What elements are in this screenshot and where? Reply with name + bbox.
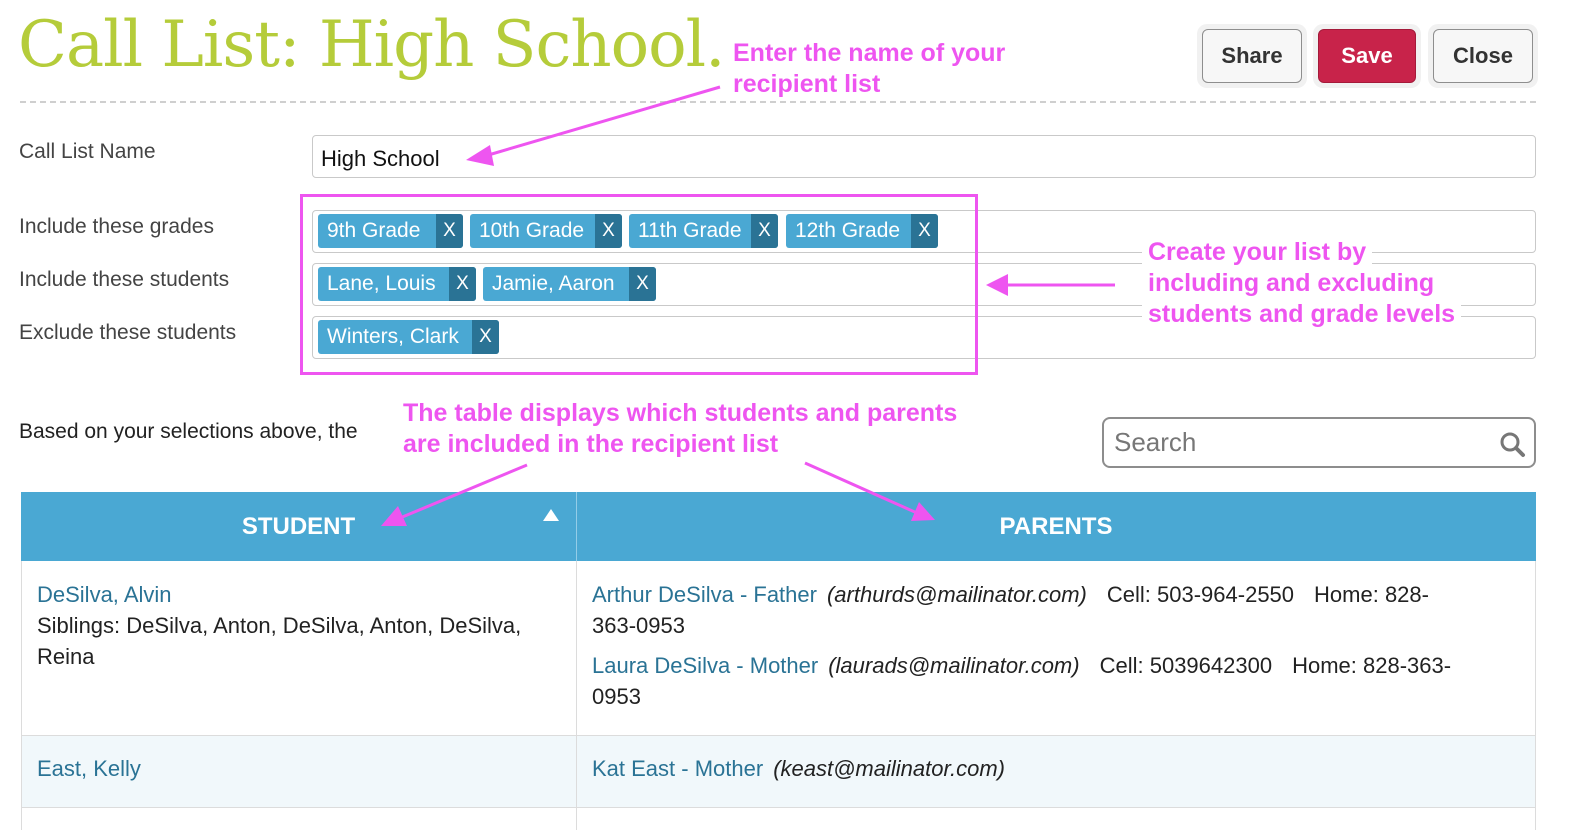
parent-entry — [592, 753, 1512, 784]
close-button-wrap — [1428, 24, 1538, 88]
parent-cell-phone: Cell: 503-964-2550 — [1106, 582, 1295, 607]
parent-email: (arthurds@mailinator.com) — [826, 582, 1087, 607]
search-input[interactable] — [1104, 419, 1484, 466]
tag-label: 10th Grade — [479, 219, 585, 242]
remove-tag-icon[interactable]: X — [751, 214, 778, 248]
parent-entry — [592, 650, 1512, 712]
parent-email: (laurads@mailinator.com) — [828, 653, 1080, 678]
tag-label: Winters, Clark — [327, 325, 459, 348]
student-cell — [37, 579, 557, 672]
annotation-name-note: Enter the name of your recipient list — [733, 39, 1006, 98]
tag-label: Lane, Louis — [327, 272, 436, 295]
annotation-create-note: Create your list by including and excluding students and grade levels — [1142, 237, 1461, 330]
search-icon[interactable] — [1498, 430, 1526, 458]
tags-highlight-box — [300, 194, 978, 375]
parent-phone-wrap: 363-0953 — [592, 613, 685, 638]
tag-label: Jamie, Aaron — [492, 272, 615, 295]
siblings-text: Reina — [37, 644, 95, 669]
table-header — [21, 492, 1536, 561]
remove-tag-icon[interactable]: X — [449, 267, 476, 301]
search-box — [1102, 417, 1536, 468]
share-button-wrap — [1197, 24, 1307, 88]
parent-link[interactable]: Kat East - Mother — [592, 756, 764, 781]
column-header-parents[interactable]: PARENTS — [999, 512, 1113, 540]
tag-label: 11th Grade — [638, 219, 742, 242]
parent-cell-phone: Cell: 5039642300 — [1099, 653, 1273, 678]
table-body — [21, 561, 1536, 830]
save-button[interactable]: Save — [1318, 29, 1416, 83]
page-title: Call List: High School. — [18, 8, 725, 82]
column-divider — [576, 561, 577, 735]
include-students-label: Include these students — [19, 268, 230, 291]
parent-email: (keast@mailinator.com) — [773, 756, 1005, 781]
table-row — [22, 736, 1535, 808]
remove-tag-icon[interactable]: X — [595, 214, 622, 248]
student-link[interactable]: DeSilva, Alvin — [37, 582, 172, 607]
remove-tag-icon[interactable]: X — [629, 267, 656, 301]
table-row — [22, 561, 1535, 736]
student-cell — [37, 753, 557, 784]
remove-tag-icon[interactable]: X — [472, 320, 499, 354]
annotation-table-note: The table displays which students and parents are included in the recipient list — [397, 398, 963, 460]
parent-link[interactable]: Laura DeSilva - Mother — [592, 653, 819, 678]
tag-label: 9th Grade — [327, 219, 421, 242]
remove-tag-icon[interactable]: X — [436, 214, 463, 248]
call-list-name-label: Call List Name — [19, 140, 156, 163]
parent-entry — [592, 579, 1512, 641]
remove-tag-icon[interactable]: X — [911, 214, 938, 248]
exclude-students-label: Exclude these students — [19, 321, 237, 344]
parent-home-phone: Home: 828-363- — [1292, 653, 1452, 678]
title-divider — [20, 101, 1536, 103]
parent-link[interactable]: Arthur DeSilva - Father — [592, 582, 817, 607]
parent-home-phone: Home: 828- — [1314, 582, 1429, 607]
share-button[interactable]: Share — [1202, 29, 1302, 83]
intro-text: Based on your selections above, the — [19, 420, 358, 443]
call-list-name-input[interactable] — [312, 135, 1536, 178]
include-grades-label: Include these grades — [19, 215, 214, 238]
table-row — [22, 808, 1535, 830]
sort-ascending-icon[interactable] — [543, 509, 559, 521]
student-link[interactable]: East, Kelly — [37, 756, 141, 781]
save-button-wrap — [1313, 24, 1421, 88]
parent-phone-wrap: 0953 — [592, 684, 641, 709]
column-divider — [576, 736, 577, 807]
column-divider — [576, 808, 577, 830]
column-header-student[interactable]: STUDENT — [241, 512, 356, 540]
siblings-text: Siblings: DeSilva, Anton, DeSilva, Anton, DeSilva, — [37, 613, 522, 638]
close-button[interactable]: Close — [1433, 29, 1533, 83]
tag-label: 12th Grade — [795, 219, 901, 242]
